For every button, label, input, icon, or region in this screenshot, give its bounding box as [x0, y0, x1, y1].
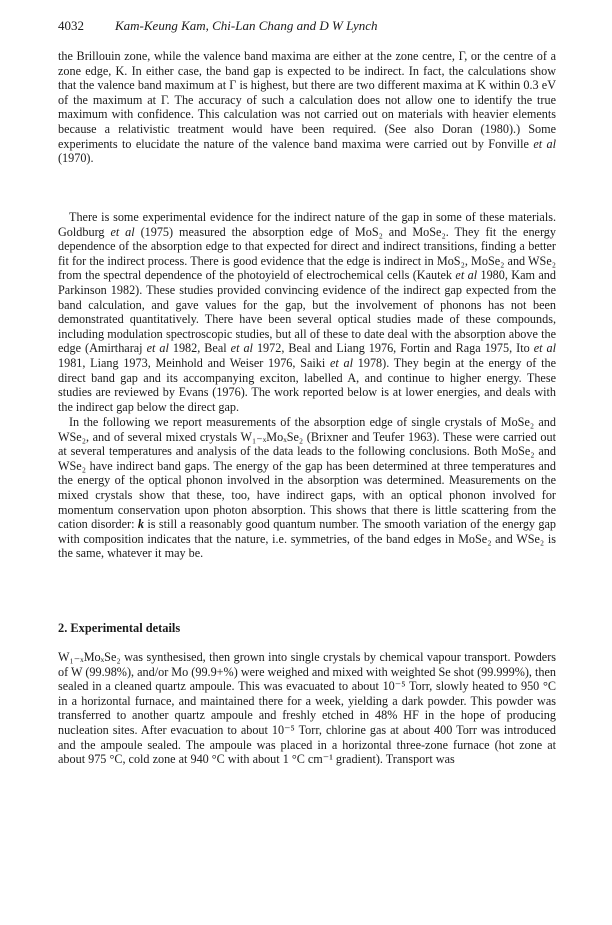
section-heading: 2. Experimental details — [58, 621, 181, 635]
page-number: 4032 — [58, 18, 84, 33]
page-header — [58, 18, 556, 38]
paragraph-band-structure — [58, 49, 556, 166]
paragraph-3: In the following we report measurements of the absorption edge of single crystals of MoSe₂ and WSe₂, and of several mixed crystals W₁₋ₓMoₓSe₂ (Brixner and Teufer 1963). These were carried out at several temperatures and analysis of the data leads to the following conclusions. Both MoSe₂ and WSe₂ have indirect band gaps. The energy of the gap has been determined at three temperatures and the energy of the optical phonon involved in the absorption was determined. Measurements on the mixed crystals show that these, too, have indirect gaps, with an optical phonon involved for momentum conservation upon photon absorption. This shows that there is little scattering from the cation disorder: k is still a reasonably good quantum number. The smooth variation of the energy gap with composition indicates that the nature, i.e. symmetries, of the band edges in MoSe₂ and WSe₂ is the same, whatever it may be. — [58, 415, 556, 561]
paragraph-this-work — [58, 415, 556, 561]
paragraph-synthesis — [58, 650, 556, 767]
running-head-authors: Kam-Keung Kam, Chi-Lan Chang and D W Lynch — [115, 18, 378, 33]
paragraph-1: the Brillouin zone, while the valence band maxima are either at the zone centre, Γ, or the centre of a zone edge, K. In either case, the band gap is expected to be indirect. In fact, the calculations show that the valence band maximum at Γ is highest, but there are two different maxima at K within 0.3 eV of the maximum at Γ. The accuracy of such a calculation does not allow one to identify the true maximum with confidence. This calculation was not carried out on materials with heavier elements because a relativistic treatment would have been required. (See also Doran (1980).) Some experiments to elucidate the nature of the valence band maxima were carried out by Fonville et al (1970). — [58, 49, 556, 166]
paragraph-2: There is some experimental evidence for the indirect nature of the gap in some of these materials. Goldburg et al (1975) measured the absorption edge of MoS₂ and MoSe₂. They fit the energy dependence of the absorption edge to that expected for direct and indirect transitions, finding a better fit for the indirect process. There is good evidence that the edge is indirect in MoS₂, MoSe₂ and WSe₂ from the spectral dependence of the photoyield of electrochemical cells (Kautek et al 1980, Kam and Parkinson 1982). These studies provided convincing evidence of the indirect gap expected from the band calculation, and gave values for the gap, but the involvement of phonons has not been demonstrated quantitatively. There have been several optical studies made of these compounds, including modulation spectroscopic studies, but all of these to date deal with the absorption above the edge (Amirtharaj et al 1982, Beal et al 1972, Beal and Liang 1976, Fortin and Raga 1975, Ito et al 1981, Liang 1973, Meinhold and Weiser 1976, Saiki et al 1978). They begin at the energy of the direct band gap and its accompanying exciton, labelled A, and continue to higher energy. These studies are reviewed by Evans (1976). The work reported below is at lower energies, and deals with the indirect gap below the direct gap. — [58, 210, 556, 414]
paragraph-experimental-evidence — [58, 210, 556, 414]
paragraph-4: W₁₋ₓMoₓSe₂ was synthesised, then grown into single crystals by chemical vapour transport. Powders of W (99.98%), and/or Mo (99.9+%) were weighed and mixed with weighted Se shot (99.999%), then sealed in a cleaned quartz ampoule. This was evacuated to about 10⁻⁵ Torr, slowly heated to 950 °C in a horizontal furnace, and maintained there for a week, yielding a dark powder. This powder was transferred to another quartz ampoule and freshly etched in 48% HF in the hope of producing nucleation sites. After evacuation to about 10⁻⁵ Torr, chlorine gas at about 400 Torr was introduced and the ampoule sealed. The ampoule was placed in a horizontal three-zone furnace (hot zone at about 975 °C, cold zone at 940 °C with about 1 °C cm⁻¹ gradient). Transport was — [58, 650, 556, 767]
